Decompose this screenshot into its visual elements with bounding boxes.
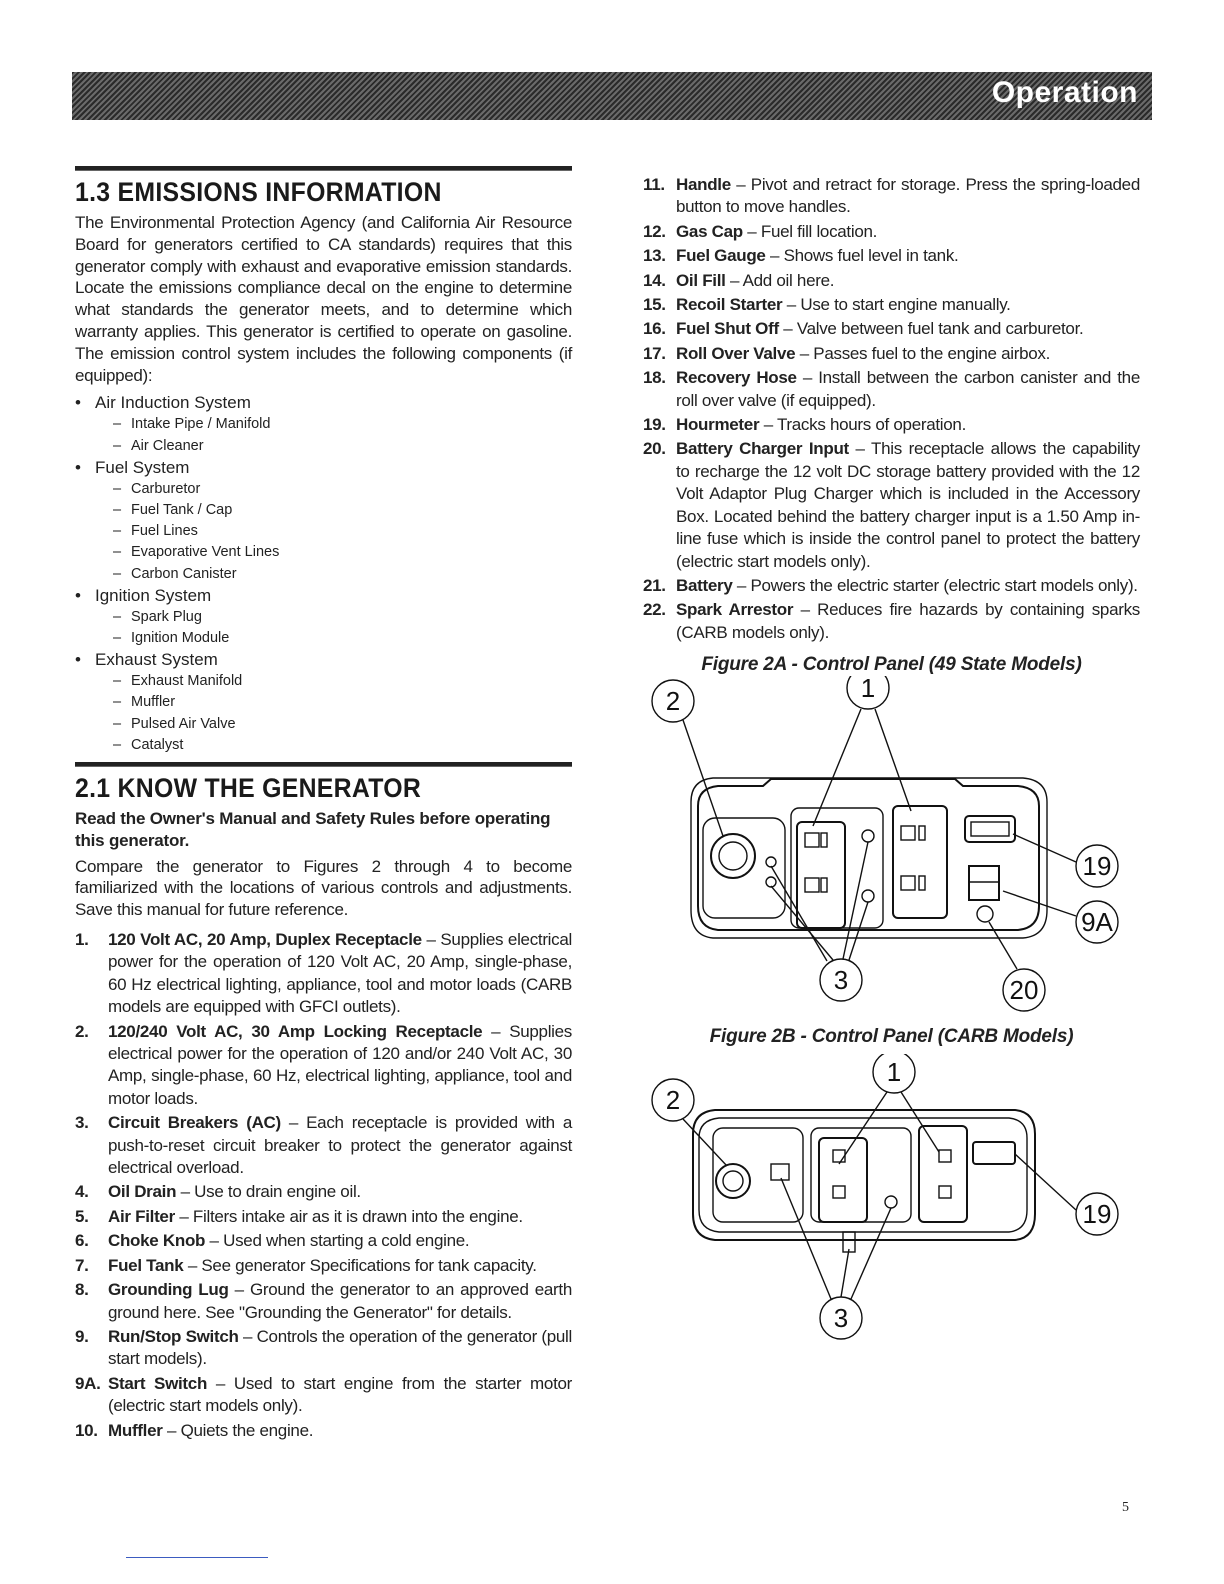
emission-part-item: – Exhaust Manifold xyxy=(95,671,572,692)
component-num: 17. xyxy=(643,343,666,363)
component-item xyxy=(75,1373,572,1418)
section-banner xyxy=(72,72,1152,120)
component-term: Choke Knob xyxy=(108,1231,206,1251)
emission-system-label: Fuel System xyxy=(95,457,190,477)
component-term: Start Switch xyxy=(108,1373,208,1393)
component-desc: – Supplies electrical power for the operation of 120 Volt AC, 20 Amp, single-phase, 60 Hz electrical lighting, appliance, tool and motor loads (CARB models are equipped with GFCI outlets). xyxy=(108,930,572,1017)
component-num: 16. xyxy=(643,319,666,339)
component-item xyxy=(643,599,1140,644)
right-column xyxy=(643,174,1140,1344)
callout-20: 20 xyxy=(1009,975,1039,1006)
component-term: Fuel Tank xyxy=(108,1255,184,1275)
component-desc: – Reduces fire hazards by containing sparks (CARB models only). xyxy=(676,600,1140,642)
component-item xyxy=(75,1230,572,1252)
component-desc: – Passes fuel to the engine airbox. xyxy=(795,343,1051,363)
component-term: Spark Arrestor xyxy=(676,600,794,620)
component-item xyxy=(643,270,1140,292)
component-desc: – Powers the electric starter (electric start models only). xyxy=(732,575,1138,595)
component-item xyxy=(643,575,1140,597)
emission-part-item: – Evaporative Vent Lines xyxy=(95,542,572,563)
left-column xyxy=(75,166,572,1444)
callout-3: 3 xyxy=(833,965,849,996)
component-num: 4. xyxy=(75,1182,89,1202)
component-desc: – Used when starting a cold engine. xyxy=(205,1231,470,1251)
component-term: Recovery Hose xyxy=(676,368,797,388)
know-paragraph: Compare the generator to Figures 2 through 4 to become familiarized with the locations of various controls and adjustments. Save this manual for future reference. xyxy=(75,856,572,920)
footer-link-line xyxy=(126,1557,268,1558)
emission-part-item: – Pulsed Air Valve xyxy=(95,714,572,735)
component-num: 18. xyxy=(643,368,666,388)
know-bold-intro: Read the Owner's Manual and Safety Rules before operating this generator. xyxy=(75,809,551,850)
emission-system-item xyxy=(75,457,572,585)
figure-2a-control-panel xyxy=(643,676,1140,1016)
emission-system-item xyxy=(75,649,572,756)
emission-part-item: – Fuel Lines xyxy=(95,521,572,542)
emission-part-item: – Muffler xyxy=(95,692,572,713)
callout-2: 2 xyxy=(665,686,681,717)
component-term: Hourmeter xyxy=(676,415,760,435)
component-item xyxy=(643,245,1140,267)
component-item xyxy=(643,367,1140,412)
section-rule xyxy=(75,166,572,171)
component-term: Handle xyxy=(676,175,731,194)
component-desc: – Supplies electrical power for the operation of 120 and/or 240 Volt AC, 30 Amp, single-phase, 60 Hz, electrical lighting, appliance, tool and motor loads. xyxy=(108,1021,572,1108)
emission-system-label: Air Induction System xyxy=(95,393,251,413)
emission-part-item: – Ignition Module xyxy=(95,628,572,649)
component-item xyxy=(75,1420,572,1442)
component-item xyxy=(643,438,1140,572)
emission-part-item: – Spark Plug xyxy=(95,607,572,628)
component-item xyxy=(75,1279,572,1324)
banner-title: Operation xyxy=(991,76,1138,109)
callout-1: 1 xyxy=(886,1057,902,1088)
component-num: 21. xyxy=(643,575,666,595)
know-heading: 2.1 KNOW THE GENERATOR xyxy=(75,773,422,804)
component-item xyxy=(643,414,1140,436)
component-num: 11. xyxy=(643,175,665,194)
component-term: Circuit Breakers (AC) xyxy=(108,1113,281,1133)
emission-part-item: – Intake Pipe / Manifold xyxy=(95,414,572,435)
callout-9a: 9A xyxy=(1081,907,1113,938)
component-desc: – Add oil here. xyxy=(725,270,835,290)
component-desc: – See generator Specifications for tank capacity. xyxy=(183,1255,537,1275)
callout-3: 3 xyxy=(833,1303,849,1334)
component-term: Oil Drain xyxy=(108,1182,177,1202)
figure-2b-control-panel xyxy=(643,1054,1140,1344)
component-item xyxy=(75,1181,572,1203)
component-num: 19. xyxy=(643,415,666,435)
emission-part-item: – Catalyst xyxy=(95,735,572,756)
component-desc: – Pivot and retract for storage. Press the spring-loaded button to move handles. xyxy=(676,175,1140,217)
component-item xyxy=(643,294,1140,316)
component-item xyxy=(643,221,1140,243)
emission-systems-list xyxy=(75,392,572,756)
component-desc: – Each receptacle is provided with a push-to-reset circuit breaker to protect the generator against electrical overload. xyxy=(108,1113,572,1178)
component-num: 22. xyxy=(643,600,666,620)
component-desc: – Shows fuel level in tank. xyxy=(765,246,959,266)
component-list-right xyxy=(643,174,1140,644)
component-item xyxy=(75,1021,572,1111)
component-term: Muffler xyxy=(108,1420,163,1440)
component-num: 7. xyxy=(75,1255,89,1275)
component-desc: – Quiets the engine. xyxy=(162,1420,314,1440)
component-num: 12. xyxy=(643,221,666,241)
component-term: 120 Volt AC, 20 Amp, Duplex Receptacle xyxy=(108,930,422,949)
component-desc: – Filters intake air as it is drawn into the engine. xyxy=(174,1206,523,1226)
component-num: 1. xyxy=(75,930,89,949)
component-desc: – Use to drain engine oil. xyxy=(176,1182,361,1202)
component-term: Air Filter xyxy=(108,1206,175,1226)
component-num: 9A. xyxy=(75,1373,101,1393)
emission-parts-list xyxy=(95,671,572,756)
emission-system-item xyxy=(75,585,572,649)
component-num: 10. xyxy=(75,1420,98,1440)
component-desc: – Used to start engine from the starter motor (electric start models only). xyxy=(108,1373,573,1416)
component-item xyxy=(75,1326,572,1371)
component-desc: – Valve between fuel tank and carburetor. xyxy=(778,319,1084,339)
component-desc: – Tracks hours of operation. xyxy=(759,415,967,435)
component-num: 15. xyxy=(643,295,666,315)
component-num: 20. xyxy=(643,439,666,459)
component-num: 9. xyxy=(75,1326,89,1346)
emission-part-item: – Carbon Canister xyxy=(95,564,572,585)
emission-part-item: – Carburetor xyxy=(95,479,572,500)
page-number: 5 xyxy=(1122,1500,1129,1515)
component-item xyxy=(643,318,1140,340)
callout-2: 2 xyxy=(665,1085,681,1116)
callout-19: 19 xyxy=(1082,1199,1112,1230)
figure-2b-caption: Figure 2B - Control Panel (CARB Models) xyxy=(709,1026,1074,1048)
component-item xyxy=(643,343,1140,365)
emission-system-label: Exhaust System xyxy=(95,650,218,670)
emission-system-item xyxy=(75,392,572,456)
component-term: Fuel Gauge xyxy=(676,246,766,266)
callout-1: 1 xyxy=(860,676,876,704)
component-desc: – Ground the generator to an approved earth ground here. See "Grounding the Generator" for details. xyxy=(108,1280,572,1322)
emission-parts-list xyxy=(95,414,572,456)
component-desc: – This receptacle allows the capability to recharge the 12 volt DC storage battery provided with the 12 Volt Adaptor Plug Charger which is included in the Accessory Box. Located behind the battery charger input is a 1.50 Amp in-line fuse which is inside the control panel to protect the battery (electric start models only). xyxy=(676,439,1140,571)
component-term: Roll Over Valve xyxy=(676,343,796,363)
component-term: Gas Cap xyxy=(676,221,743,241)
component-desc: – Fuel fill location. xyxy=(742,221,878,241)
component-num: 2. xyxy=(75,1021,89,1041)
emissions-paragraph: The Environmental Protection Agency (and California Air Resource Board for generators certified to CA standards) requires that this generator comply with exhaust and evaporative emission standards. Locate the emissions compliance decal on the engine to determine what standards the generator meets, and to determine which warranty applies. This generator is certified to operate on gasoline. The emission control system includes the following components (if equipped): xyxy=(75,213,572,385)
component-num: 5. xyxy=(75,1206,89,1226)
component-item xyxy=(75,929,572,1019)
emission-part-item: – Fuel Tank / Cap xyxy=(95,500,572,521)
component-term: Battery Charger Input xyxy=(676,439,849,459)
component-num: 8. xyxy=(75,1280,89,1300)
component-desc: – Install between the carbon canister and the roll over valve (if equipped). xyxy=(676,368,1140,410)
component-num: 3. xyxy=(75,1113,89,1133)
component-item xyxy=(75,1206,572,1228)
section-rule xyxy=(75,762,572,767)
component-num: 6. xyxy=(75,1231,89,1251)
emission-system-label: Ignition System xyxy=(95,585,212,605)
component-term: Run/Stop Switch xyxy=(108,1326,239,1346)
callout-19: 19 xyxy=(1082,851,1112,882)
component-term: Recoil Starter xyxy=(676,295,783,315)
component-desc: – Use to start engine manually. xyxy=(782,295,1011,315)
component-num: 13. xyxy=(643,246,666,266)
component-item xyxy=(75,1255,572,1277)
component-list-left xyxy=(75,929,572,1442)
component-term: Grounding Lug xyxy=(108,1280,229,1300)
component-term: Fuel Shut Off xyxy=(676,319,779,339)
component-term: 120/240 Volt AC, 30 Amp Locking Receptacle xyxy=(108,1021,483,1041)
figure-2a-caption: Figure 2A - Control Panel (49 State Models) xyxy=(701,654,1082,676)
component-term: Oil Fill xyxy=(676,270,726,290)
emission-parts-list xyxy=(95,479,572,585)
component-item xyxy=(75,1112,572,1179)
emission-part-item: – Air Cleaner xyxy=(95,436,572,457)
emissions-heading: 1.3 EMISSIONS INFORMATION xyxy=(75,177,442,207)
emission-parts-list xyxy=(95,607,572,649)
component-num: 14. xyxy=(643,270,666,290)
component-desc: – Controls the operation of the generator (pull start models). xyxy=(108,1326,573,1369)
component-term: Battery xyxy=(676,575,733,595)
component-item xyxy=(643,174,1140,219)
